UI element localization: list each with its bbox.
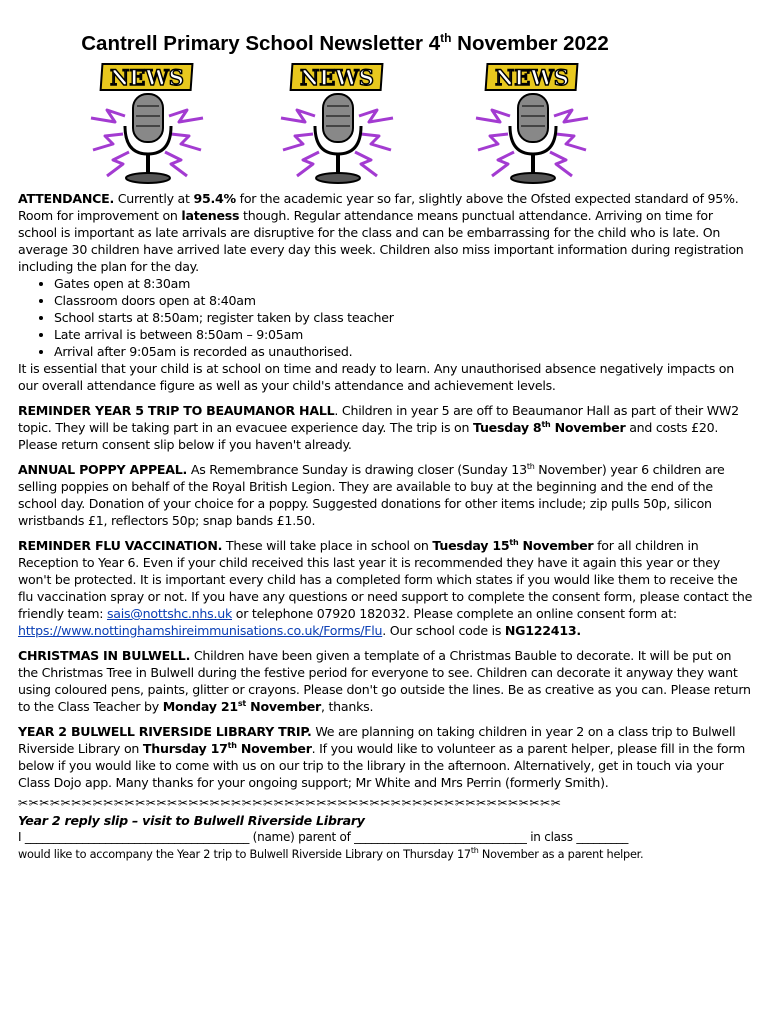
attendance-section: ATTENDANCE. Currently at 95.4% for the academic year so far, slightly above the Ofsted expected standard of 95%. Room for improvement on lateness though. Regular attendance means punctual attendance. Arriving on time for school is important as late arrivals are disruptive for the class and can be embarrassing for the child who is late. On average 30 children have arrived late every day this week. Children also miss important information during registration including the plan for the day. xyxy=(18,191,744,274)
newsletter-title: Cantrell Primary School Newsletter 4th November 2022 xyxy=(81,31,609,55)
year2-library-section: YEAR 2 BULWELL RIVERSIDE LIBRARY TRIP. We are planning on taking children in year 2 on a class trip to Bulwell Riverside Library on Thursday 17th November. If you would like to volunteer as a parent helper, please fill in the form below if you would like to come with us on our trip to the library in the afternoon. Alternatively, get in touch via your Class Dojo app. Many thanks for your ongoing support; Mr White and Mrs Perrin (formerly Smith). xyxy=(18,724,746,790)
news-microphone-illustration-2 xyxy=(275,56,400,186)
reply-slip-statement: would like to accompany the Year 2 trip to Bulwell Riverside Library on Thursday 17th November as a parent helper. xyxy=(18,846,644,861)
poppy-heading: ANNUAL POPPY APPEAL. xyxy=(18,462,188,477)
email-link[interactable]: sais@nottshc.nhs.uk xyxy=(106,606,232,621)
reply-slip-title: Year 2 reply slip – visit to Bulwell Riverside Library xyxy=(18,813,365,828)
consent-form-link[interactable]: https://www.nottinghamshireimmunisations.co.uk/Forms/Flu xyxy=(18,623,383,638)
year5-trip-section: REMINDER YEAR 5 TRIP TO BEAUMANOR HALL. Children in year 5 are off to Beaumanor Hall as part of their WW2 topic. They will be taking part in an evacuee experience day. The trip is on Tuesday 8th November and costs £20. Please return consent slip below if you haven't already. xyxy=(18,403,739,452)
poppy-appeal-section: ANNUAL POPPY APPEAL. As Remembrance Sunday is drawing closer (Sunday 13th November) year 6 children are selling poppies on behalf of the Royal British Legion. They are available to buy at the beginning and the end of the school day. Donation of your choice for a poppy. Suggested donations for other items include; zip pulls 50p, silicon wristbands £1, reflectors 50p; snap bands £1.50. xyxy=(18,461,725,528)
newsletter-body xyxy=(18,190,753,863)
attendance-times-list xyxy=(18,275,753,360)
reply-slip-name-line[interactable]: I _______________________________________ (name) parent of ______________________________ in class _________ xyxy=(18,830,629,844)
year5-heading: REMINDER YEAR 5 TRIP TO BEAUMANOR HALL xyxy=(18,403,335,418)
list-item: • Late arrival is between 8:50am – 9:05am xyxy=(54,326,753,343)
list-item: • Classroom doors open at 8:40am xyxy=(54,292,753,309)
christmas-heading: CHRISTMAS IN BULWELL. xyxy=(18,648,191,663)
svg-text:NEWS: NEWS xyxy=(110,65,184,90)
scissors-cut-line: ✂✂✂✂✂✂✂✂✂✂✂✂✂✂✂✂✂✂✂✂✂✂✂✂✂✂✂✂✂✂✂✂✂✂✂✂✂✂✂✂✂✂✂✂✂✂✂✂✂✂✂ xyxy=(18,796,562,810)
list-item: • School starts at 8:50am; register taken by class teacher xyxy=(54,309,753,326)
flu-heading: REMINDER FLU VACCINATION. xyxy=(18,538,223,553)
attendance-heading: ATTENDANCE. xyxy=(18,191,115,206)
flu-vaccination-section: REMINDER FLU VACCINATION. These will take place in school on Tuesday 15th November for all children in Reception to Year 6. Even if your child received this last year it is recommended they have it again this year or they won't be protected. It is important every child has a completed form which states if you would like them to receive the flu vaccination spray or not. If you have any questions or need support to complete the consent form, please contact the friendly team: sais@nottshc.nhs.uk or telephone 07920 182032. Please complete an online consent form at: https://www.nottinghamshireimmunisations.co.uk/Forms/Flu. Our school code is NG122413. xyxy=(18,537,753,638)
list-item: • Gates open at 8:30am xyxy=(54,275,753,292)
news-microphone-illustration-1 xyxy=(85,56,210,186)
list-item: • Arrival after 9:05am is recorded as unauthorised. xyxy=(54,343,753,360)
svg-text:NEWS: NEWS xyxy=(300,65,374,90)
attendance-closing: It is essential that your child is at school on time and ready to learn. Any unauthorised absence negatively impacts on our overall attendance figure as well as your child's attendance and achievement levels. xyxy=(18,361,734,393)
christmas-section: CHRISTMAS IN BULWELL. Children have been given a template of a Christmas Bauble to decorate. It will be put on the Christmas Tree in Bulwell during the festive period for everyone to see. Children can decorate it anyway they want using coloured pens, paints, glitter or crayons. Please don't go outside the lines. Be as creative as you can. Please return to the Class Teacher by Monday 21st November, thanks. xyxy=(18,648,751,714)
news-microphone-illustration-3 xyxy=(470,56,595,186)
school-code: NG122413. xyxy=(504,623,581,638)
svg-text:NEWS: NEWS xyxy=(495,65,569,90)
year2-heading: YEAR 2 BULWELL RIVERSIDE LIBRARY TRIP. xyxy=(18,724,312,739)
